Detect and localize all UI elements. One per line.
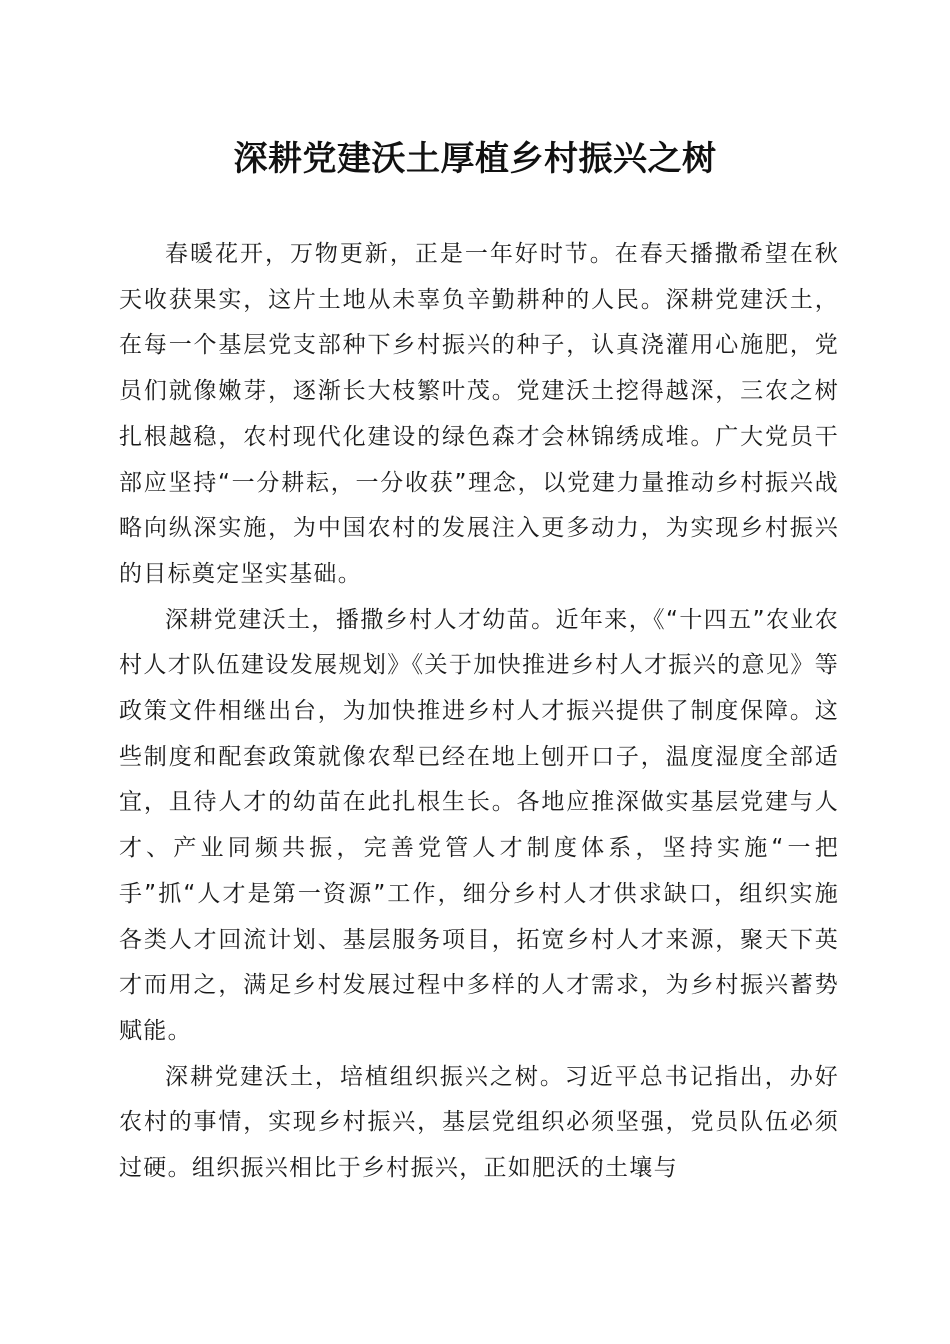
document-body	[119, 232, 839, 1192]
paragraph-3: 深耕党建沃土，培植组织振兴之树。习近平总书记指出，办好农村的事情，实现乡村振兴，基层党组织必须坚强，党员队伍必须过硬。组织振兴相比于乡村振兴，正如肥沃的土壤与	[119, 1063, 839, 1182]
paragraph-2: 深耕党建沃土，播撒乡村人才幼苗。近年来，《“十四五”农业农村人才队伍建设发展规划》《关于加快推进乡村人才振兴的意见》等政策文件相继出台，为加快推进乡村人才振兴提供了制度保障。这些制度和配套政策就像农犁已经在地上刨开口子，温度湿度全部适宜，且待人才的幼苗在此扎根生长。各地应推深做实基层党建与人才、产业同频共振，完善党管人才制度体系，坚持实施“一把手”抓“人才是第一资源”工作，细分乡村人才供求缺口，组织实施各类人才回流计划、基层服务项目，拓宽乡村人才来源，聚天下英才而用之，满足乡村发展过程中多样的人才需求，为乡村振兴蓄势赋能。	[119, 606, 839, 1044]
document-title: 深耕党建沃土厚植乡村振兴之树	[233, 139, 717, 179]
paragraph-1: 春暖花开，万物更新，正是一年好时节。在春天播撒希望在秋天收获果实，这片土地从未辜负辛勤耕种的人民。深耕党建沃土，在每一个基层党支部种下乡村振兴的种子，认真浇灌用心施肥，党员们就像嫩芽，逐渐长大枝繁叶茂。党建沃土挖得越深，三农之树扎根越稳，农村现代化建设的绿色森才会林锦绣成堆。广大党员干部应坚持“一分耕耘，一分收获”理念，以党建力量推动乡村振兴战略向纵深实施，为中国农村的发展注入更多动力，为实现乡村振兴的目标奠定坚实基础。	[119, 241, 839, 587]
